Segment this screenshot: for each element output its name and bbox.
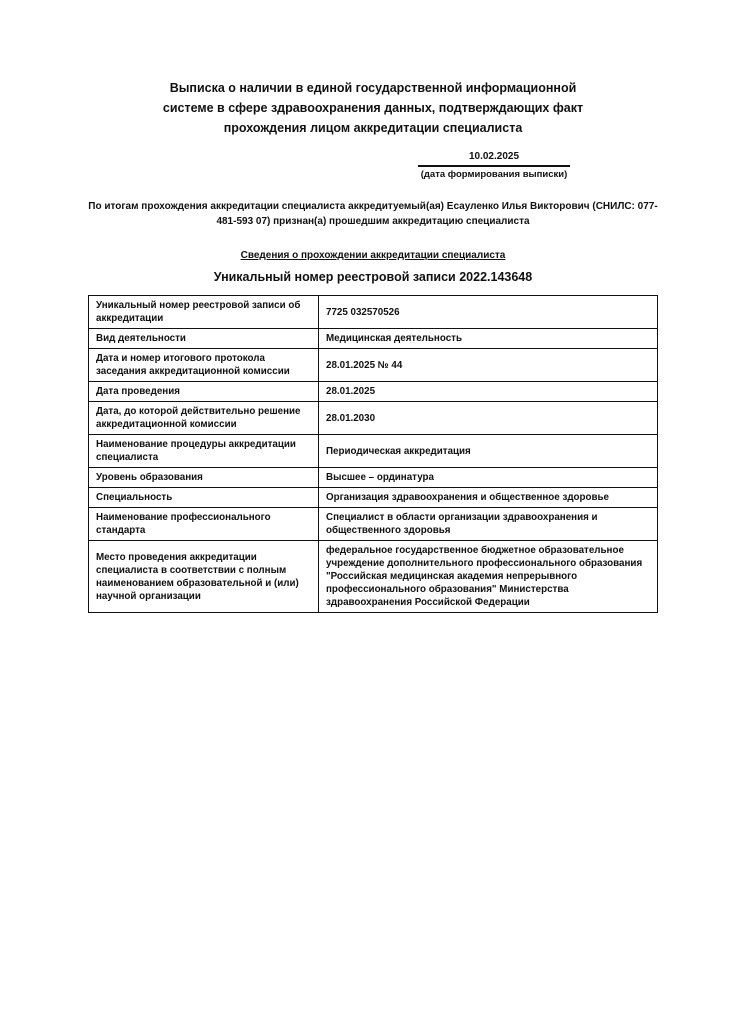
row-label: Уровень образования — [89, 468, 319, 488]
accreditation-table — [88, 295, 658, 613]
document-title-line-2: системе в сфере здравоохранения данных, подтверждающих факт — [162, 101, 584, 115]
row-label: Специальность — [89, 488, 319, 508]
row-label: Дата и номер итогового протокола заседания аккредитационной комиссии — [89, 349, 319, 382]
row-value: Медицинская деятельность — [319, 329, 658, 349]
row-value: Организация здравоохранения и общественное здоровье — [319, 488, 658, 508]
formation-date-block — [418, 150, 570, 181]
row-label: Место проведения аккредитации специалиста в соответствии с полным наименованием образовательной и (или) научной организации — [89, 541, 319, 613]
table-row — [89, 468, 658, 488]
row-value: Специалист в области организации здравоохранения и общественного здоровья — [319, 508, 658, 541]
row-value: федеральное государственное бюджетное образовательное учреждение дополнительного профессионального образования "Российская медицинская академия непрерывного профессионального образования" Министерства здравоохранения Российской Федерации — [319, 541, 658, 613]
row-value: Высшее – ординатура — [319, 468, 658, 488]
row-label: Наименование процедуры аккредитации специалиста — [89, 435, 319, 468]
table-row — [89, 382, 658, 402]
table-row — [89, 296, 658, 329]
table-row — [89, 488, 658, 508]
intro-paragraph: По итогам прохождения аккредитации специалиста аккредитуемый(ая) Есауленко Илья Викторович (СНИЛС: 077-481-593 07) признан(а) прошедшим аккредитацию специалиста — [88, 201, 658, 227]
row-label: Дата проведения — [89, 382, 319, 402]
table-row — [89, 402, 658, 435]
document-title-line-3: прохождения лицом аккредитации специалиста — [223, 121, 523, 135]
row-value: Периодическая аккредитация — [319, 435, 658, 468]
table-row — [89, 349, 658, 382]
formation-date-caption: (дата формирования выписки) — [420, 169, 568, 180]
row-label: Наименование профессионального стандарта — [89, 508, 319, 541]
row-value: 7725 032570526 — [319, 296, 658, 329]
document-title-line-1: Выписка о наличии в единой государственной информационной — [169, 81, 577, 95]
row-value: 28.01.2030 — [319, 402, 658, 435]
table-row — [89, 541, 658, 613]
formation-date-value: 10.02.2025 — [418, 150, 570, 167]
row-label: Уникальный номер реестровой записи об аккредитации — [89, 296, 319, 329]
row-label: Дата, до которой действительно решение аккредитационной комиссии — [89, 402, 319, 435]
row-value: 28.01.2025 — [319, 382, 658, 402]
section-heading: Сведения о прохождении аккредитации специалиста — [240, 250, 506, 261]
row-label: Вид деятельности — [89, 329, 319, 349]
table-row — [89, 435, 658, 468]
row-value: 28.01.2025 № 44 — [319, 349, 658, 382]
document-title — [0, 0, 746, 138]
table-row — [89, 508, 658, 541]
table-row — [89, 329, 658, 349]
registry-number-heading: Уникальный номер реестровой записи 2022.143648 — [213, 270, 533, 284]
